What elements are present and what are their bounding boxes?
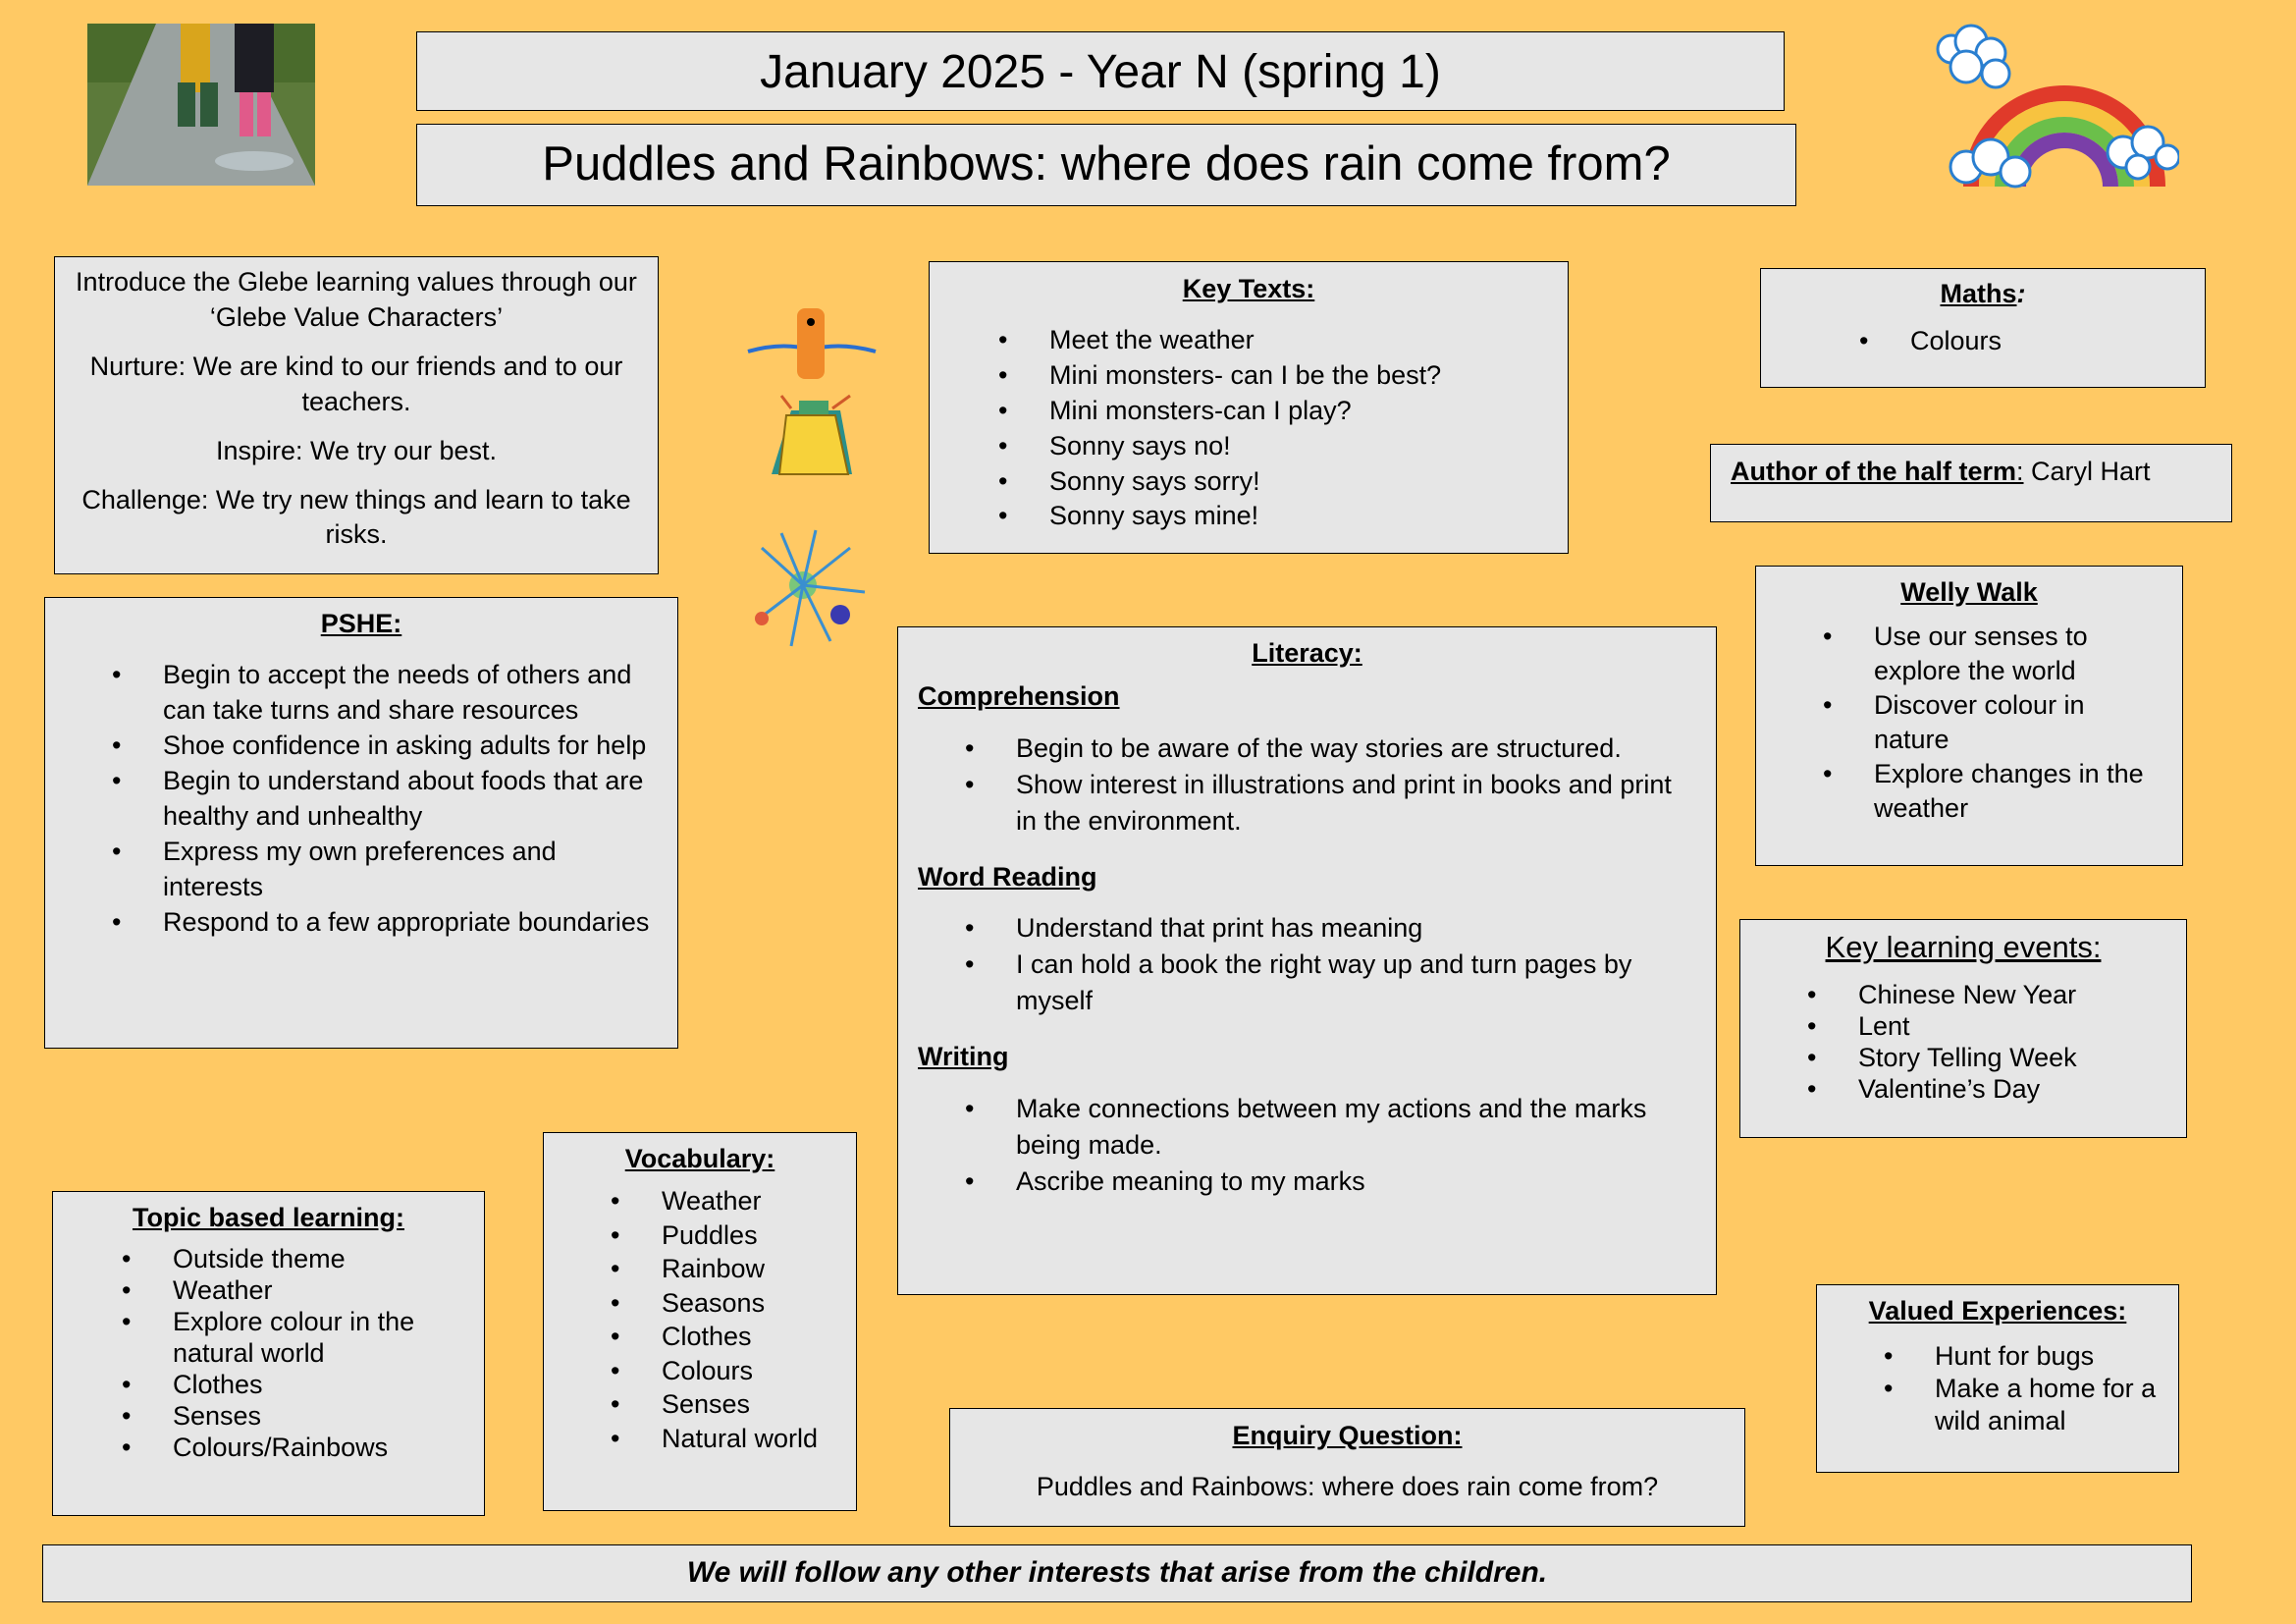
- word-reading-list: [918, 910, 1696, 1019]
- list-item: • Make a home for a wild animal: [1935, 1373, 2164, 1437]
- children-puddle-photo: [87, 24, 315, 186]
- list-item: • Hunt for bugs: [1935, 1340, 2164, 1373]
- topic-learning-box: [52, 1191, 485, 1516]
- list-item: • Make connections between my actions and the marks being made.: [1016, 1091, 1696, 1164]
- list-item: • Mini monsters-can I play?: [1049, 394, 1548, 429]
- list-item: • Colours/Rainbows: [173, 1432, 470, 1463]
- enquiry-question-box: [949, 1408, 1745, 1527]
- vocabulary-heading: Vocabulary:: [624, 1144, 775, 1173]
- list-item: • Begin to accept the needs of others and can take turns and share resources: [163, 657, 662, 728]
- list-item: • Seasons: [662, 1286, 846, 1321]
- list-item: • Colours: [1910, 324, 2185, 359]
- list-item: • Understand that print has meaning: [1016, 910, 1696, 947]
- footer-note: We will follow any other interests that arise from the children.: [42, 1544, 2192, 1602]
- author-box: Author of the half term: Caryl Hart: [1710, 444, 2232, 522]
- list-item: • Explore changes in the weather: [1874, 757, 2166, 826]
- list-item: • Begin to understand about foods that are healthy and unhealthy: [163, 763, 662, 834]
- list-item: • Meet the weather: [1049, 323, 1548, 358]
- valued-experiences-heading: Valued Experiences:: [1868, 1296, 2127, 1326]
- list-item: • Sonny says mine!: [1049, 499, 1548, 534]
- list-item: • Discover colour in nature: [1874, 688, 2166, 757]
- topic-learning-heading: Topic based learning:: [132, 1203, 405, 1232]
- list-item: • Mini monsters- can I be the best?: [1049, 358, 1548, 394]
- pshe-box: [44, 597, 678, 1049]
- list-item: • Natural world: [662, 1422, 846, 1456]
- enquiry-question-text: Puddles and Rainbows: where does rain come from?: [1036, 1471, 1659, 1501]
- key-learning-events-heading: Key learning events:: [1825, 930, 2102, 964]
- list-item: • Senses: [662, 1387, 846, 1422]
- list-item: • Show interest in illustrations and print in books and print in the environment.: [1016, 767, 1696, 839]
- list-item: • Shoe confidence in asking adults for help: [163, 728, 662, 763]
- writing-list: [918, 1091, 1696, 1200]
- writing-heading: Writing: [918, 1042, 1009, 1072]
- author-label: Author of the half term: [1731, 457, 2016, 486]
- welly-walk-box: [1755, 566, 2183, 866]
- yellow-character-icon: [772, 396, 852, 474]
- list-item: • Use our senses to explore the world: [1874, 620, 2166, 688]
- list-item: • Explore colour in the natural world: [173, 1306, 470, 1369]
- vocabulary-list: [662, 1184, 846, 1455]
- list-item: • Ascribe meaning to my marks: [1016, 1164, 1696, 1200]
- values-inspire: Inspire: We try our best.: [215, 435, 498, 465]
- list-item: • Begin to be aware of the way stories are structured.: [1016, 731, 1696, 767]
- valued-experiences-box: [1816, 1284, 2179, 1473]
- word-reading-heading: Word Reading: [918, 861, 1097, 892]
- key-texts-heading: Key Texts:: [1182, 274, 1315, 303]
- list-item: • Express my own preferences and interests: [163, 834, 662, 904]
- key-learning-events-box: [1739, 919, 2187, 1138]
- comprehension-heading: Comprehension: [918, 681, 1120, 712]
- orange-character-icon: [748, 308, 876, 379]
- value-characters: [742, 302, 881, 658]
- welly-walk-list: [1874, 620, 2166, 826]
- rainbow-icon: [1932, 20, 2179, 194]
- literacy-heading: Literacy:: [1252, 638, 1362, 668]
- valued-experiences-list: [1935, 1340, 2164, 1437]
- key-learning-events-list: [1858, 979, 2170, 1105]
- comprehension-list: [918, 731, 1696, 839]
- author-name: Caryl Hart: [2023, 457, 2151, 486]
- key-texts-box: [929, 261, 1569, 554]
- values-challenge: Challenge: We try new things and learn to take risks.: [81, 484, 631, 550]
- list-item: • Lent: [1858, 1010, 2170, 1042]
- list-item: • Outside theme: [173, 1243, 470, 1274]
- maths-box: [1760, 268, 2206, 388]
- list-item: • Rainbow: [662, 1252, 846, 1286]
- list-item: • Senses: [173, 1400, 470, 1432]
- list-item: • Clothes: [173, 1369, 470, 1400]
- page-title: January 2025 - Year N (spring 1): [416, 31, 1785, 111]
- list-item: • Sonny says no!: [1049, 429, 1548, 464]
- page-subtitle: Puddles and Rainbows: where does rain come from?: [416, 124, 1796, 206]
- green-spider-character-icon: [755, 530, 865, 646]
- topic-learning-list: [173, 1243, 470, 1463]
- values-nurture: Nurture: We are kind to our friends and to our teachers.: [89, 351, 623, 416]
- maths-heading: Maths:: [1940, 279, 2026, 308]
- list-item: • Colours: [662, 1354, 846, 1388]
- welly-walk-heading: Welly Walk: [1900, 577, 2038, 607]
- vocabulary-box: [543, 1132, 857, 1511]
- list-item: • Respond to a few appropriate boundaries: [163, 904, 662, 940]
- literacy-box: [897, 626, 1717, 1295]
- glebe-values-box: [54, 256, 659, 574]
- pshe-list: [163, 657, 662, 940]
- list-item: • Weather: [662, 1184, 846, 1218]
- list-item: • Story Telling Week: [1858, 1042, 2170, 1073]
- pshe-heading: PSHE:: [320, 609, 402, 638]
- key-texts-list: [1049, 323, 1548, 534]
- list-item: • Clothes: [662, 1320, 846, 1354]
- maths-list: [1910, 324, 2185, 359]
- list-item: • Valentine’s Day: [1858, 1073, 2170, 1105]
- list-item: • I can hold a book the right way up and turn pages by myself: [1016, 947, 1696, 1019]
- list-item: • Weather: [173, 1274, 470, 1306]
- enquiry-question-heading: Enquiry Question:: [1232, 1421, 1463, 1450]
- values-intro: Introduce the Glebe learning values through our ‘Glebe Value Characters’: [76, 267, 637, 332]
- list-item: • Chinese New Year: [1858, 979, 2170, 1010]
- list-item: • Sonny says sorry!: [1049, 464, 1548, 500]
- list-item: • Puddles: [662, 1218, 846, 1253]
